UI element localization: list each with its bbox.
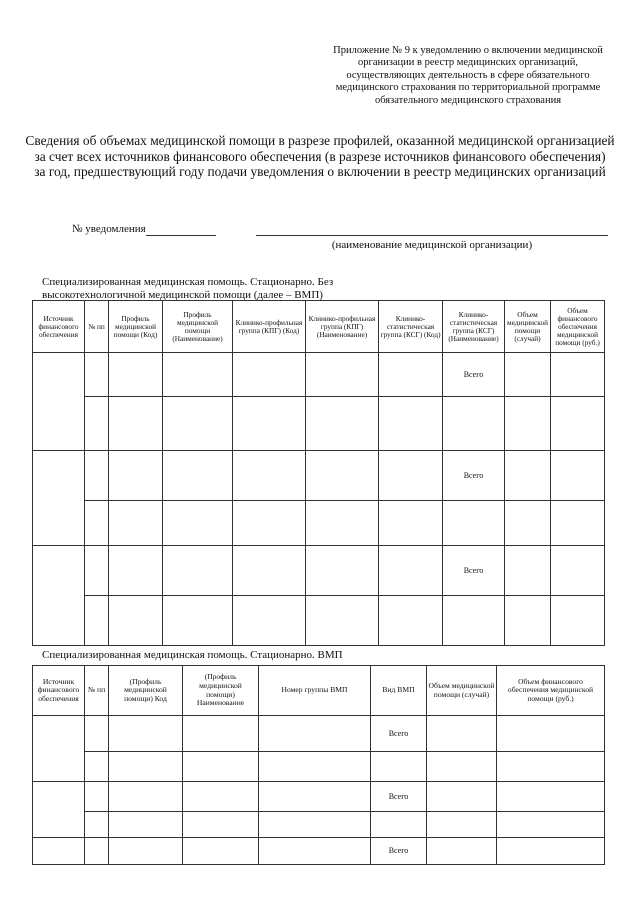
column-header: Номер группы ВМП <box>259 666 371 716</box>
table-cell[interactable] <box>427 838 497 865</box>
table-cell[interactable] <box>497 782 605 812</box>
notification-number-label: № уведомления <box>72 223 146 235</box>
table-cell[interactable] <box>497 838 605 865</box>
table-cell[interactable] <box>183 838 259 865</box>
section2-table <box>32 665 605 865</box>
table-cell[interactable] <box>33 546 85 646</box>
organization-name-field[interactable] <box>256 235 608 236</box>
column-header: Профиль медицинской помощи (Код) <box>109 301 163 353</box>
organization-name-caption: (наименование медицинской организации) <box>331 239 533 251</box>
table-cell[interactable] <box>109 546 163 596</box>
column-header: Клинико-профильная группа (КПГ) (Код) <box>233 301 306 353</box>
table-cell[interactable] <box>505 546 551 596</box>
table-cell[interactable] <box>233 501 306 546</box>
table-cell[interactable] <box>371 812 427 838</box>
table-cell[interactable] <box>233 397 306 451</box>
table-cell[interactable] <box>183 782 259 812</box>
table-cell[interactable] <box>551 353 605 397</box>
table-header-row <box>33 666 605 716</box>
table-cell[interactable] <box>163 397 233 451</box>
total-label-cell: Всего <box>443 546 505 596</box>
title-line: Сведения об объемах медицинской помощи в разрезе профилей, оказанной медицинской организацией <box>25 133 615 148</box>
column-header: Объем медицинской помощи (случай) <box>427 666 497 716</box>
section2-title: Специализированная медицинская помощь. Стационарно. ВМП <box>42 649 343 661</box>
column-header: № пп <box>85 666 109 716</box>
table-cell[interactable] <box>379 596 443 646</box>
notification-number-field[interactable] <box>146 235 216 236</box>
table-cell[interactable] <box>183 716 259 752</box>
table-cell[interactable] <box>427 812 497 838</box>
table-row <box>33 501 605 546</box>
table-cell[interactable] <box>551 501 605 546</box>
title-line: за год, предшествующий году подачи уведомления о включении в реестр медицинских организаций <box>34 164 606 180</box>
table-cell[interactable] <box>85 546 109 596</box>
annex-line: обязательного медицинского страхования <box>374 94 562 106</box>
table-row <box>33 397 605 451</box>
table-cell[interactable] <box>85 782 109 812</box>
table-cell[interactable] <box>505 596 551 646</box>
column-header: Источник финансового обеспечения <box>33 301 85 353</box>
table-cell[interactable] <box>233 353 306 397</box>
table-cell[interactable] <box>233 596 306 646</box>
table-cell[interactable] <box>163 596 233 646</box>
table-cell[interactable] <box>306 397 379 451</box>
table-cell[interactable] <box>427 752 497 782</box>
table-cell[interactable] <box>85 838 109 865</box>
table-cell[interactable] <box>109 596 163 646</box>
table-cell[interactable] <box>505 397 551 451</box>
column-header: Источник финансового обеспечения <box>33 666 85 716</box>
table-cell[interactable] <box>379 501 443 546</box>
annex-line: Приложение № 9 к уведомлению о включении медицинской <box>333 45 603 56</box>
annex-line: медицинского страхования по территориальной программе <box>335 82 601 94</box>
annex-note <box>318 45 618 107</box>
table-cell[interactable] <box>443 397 505 451</box>
table-cell[interactable] <box>427 782 497 812</box>
document-title <box>20 133 620 180</box>
column-header: (Профиль медицинской помощи) Код <box>109 666 183 716</box>
table-cell[interactable] <box>505 451 551 501</box>
table-cell[interactable] <box>306 546 379 596</box>
table-cell[interactable] <box>259 782 371 812</box>
table-cell[interactable] <box>109 716 183 752</box>
table-cell[interactable] <box>163 451 233 501</box>
table-cell[interactable] <box>306 596 379 646</box>
table-cell[interactable] <box>33 451 85 546</box>
table-cell[interactable] <box>551 596 605 646</box>
table-cell[interactable] <box>259 812 371 838</box>
annex-line: организации в реестр медицинских организаций, <box>358 57 578 69</box>
table-cell[interactable] <box>163 546 233 596</box>
section1-table <box>32 300 605 646</box>
table-cell[interactable] <box>33 838 85 865</box>
table-cell[interactable] <box>306 501 379 546</box>
annex-line: осуществляющих деятельность в сфере обязательного <box>346 69 590 81</box>
table-cell[interactable] <box>109 752 183 782</box>
table-row <box>33 838 605 865</box>
table-cell[interactable] <box>109 812 183 838</box>
column-header: Объем финансового обеспечения медицинской помощи (руб.) <box>551 301 605 353</box>
table-cell[interactable] <box>85 716 109 752</box>
table-cell[interactable] <box>33 353 85 451</box>
column-header: Объем финансового обеспечения медицинской помощи (руб.) <box>497 666 605 716</box>
table-row <box>33 353 605 397</box>
section1-title <box>42 276 333 302</box>
table-cell[interactable] <box>85 596 109 646</box>
table-cell[interactable] <box>551 397 605 451</box>
table-cell[interactable] <box>85 812 109 838</box>
table-cell[interactable] <box>85 451 109 501</box>
column-header: Вид ВМП <box>371 666 427 716</box>
table-cell[interactable] <box>379 397 443 451</box>
table-cell[interactable] <box>109 451 163 501</box>
table-cell[interactable] <box>109 501 163 546</box>
total-label-cell: Всего <box>371 838 427 865</box>
table-cell[interactable] <box>85 353 109 397</box>
table-cell[interactable] <box>259 838 371 865</box>
table-row <box>33 812 605 838</box>
table-cell[interactable] <box>85 752 109 782</box>
table-cell[interactable] <box>109 838 183 865</box>
table-cell[interactable] <box>259 752 371 782</box>
section1-title-line: высокотехнологичной медицинской помощи (далее – ВМП) <box>42 289 323 301</box>
table-cell[interactable] <box>497 716 605 752</box>
column-header: Клинико-статистическая группа (КСГ) (Код) <box>379 301 443 353</box>
table-cell[interactable] <box>85 397 109 451</box>
table-row <box>33 752 605 782</box>
table-cell[interactable] <box>109 782 183 812</box>
total-label-cell: Всего <box>371 782 427 812</box>
table-cell[interactable] <box>379 451 443 501</box>
column-header: № пп <box>85 301 109 353</box>
table-row <box>33 451 605 501</box>
table-cell[interactable] <box>183 812 259 838</box>
table-cell[interactable] <box>443 596 505 646</box>
table-header-row <box>33 301 605 353</box>
table-cell[interactable] <box>183 752 259 782</box>
total-label-cell: Всего <box>443 353 505 397</box>
table-cell[interactable] <box>505 353 551 397</box>
column-header: Объем медицинской помощи (случай) <box>505 301 551 353</box>
table-cell[interactable] <box>306 451 379 501</box>
table-cell[interactable] <box>551 451 605 501</box>
table-cell[interactable] <box>33 782 85 838</box>
table-cell[interactable] <box>497 752 605 782</box>
table-cell[interactable] <box>371 752 427 782</box>
table-cell[interactable] <box>259 716 371 752</box>
table-cell[interactable] <box>33 716 85 782</box>
total-label-cell: Всего <box>371 716 427 752</box>
table-row <box>33 596 605 646</box>
table-cell[interactable] <box>427 716 497 752</box>
table-cell[interactable] <box>85 501 109 546</box>
table-cell[interactable] <box>109 353 163 397</box>
table-cell[interactable] <box>379 353 443 397</box>
table-cell[interactable] <box>505 501 551 546</box>
table-cell[interactable] <box>233 451 306 501</box>
table-cell[interactable] <box>551 546 605 596</box>
title-line: за счет всех источников финансового обеспечения (в разрезе источников финансового обеспечения) <box>34 148 606 164</box>
table-cell[interactable] <box>306 353 379 397</box>
table-cell[interactable] <box>379 546 443 596</box>
column-header: (Профиль медицинской помощи) Наименование <box>183 666 259 716</box>
table-cell[interactable] <box>443 501 505 546</box>
table-cell[interactable] <box>163 353 233 397</box>
table-cell[interactable] <box>233 546 306 596</box>
table-cell[interactable] <box>497 812 605 838</box>
column-header: Клинико-статистическая группа (КСГ) (Наименование) <box>443 301 505 353</box>
table-row <box>33 546 605 596</box>
section1-title-line: Специализированная медицинская помощь. Стационарно. Без <box>42 276 334 288</box>
table-cell[interactable] <box>109 397 163 451</box>
table-cell[interactable] <box>163 501 233 546</box>
column-header: Клинико-профильная группа (КПГ) (Наименование) <box>306 301 379 353</box>
table-row <box>33 782 605 812</box>
table-row <box>33 716 605 752</box>
total-label-cell: Всего <box>443 451 505 501</box>
column-header: Профиль медицинской помощи (Наименование) <box>163 301 233 353</box>
